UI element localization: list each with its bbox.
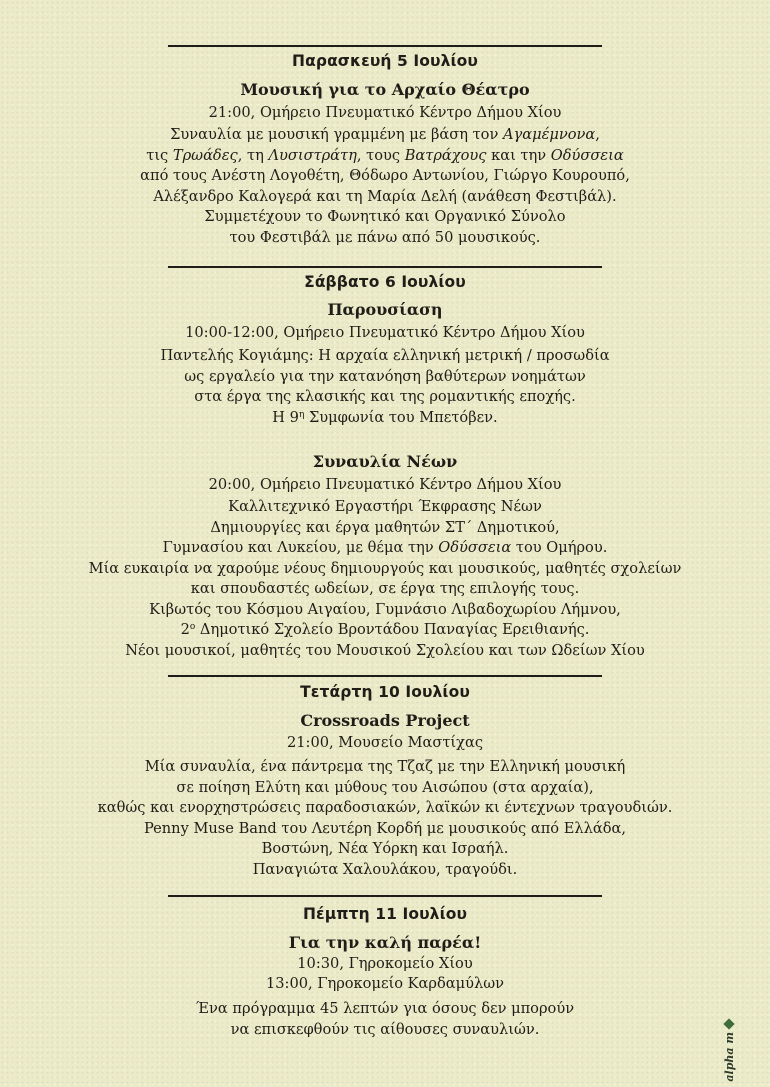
description-line: Ένα πρόγραμμα 45 λεπτών για όσους δεν μπορούν [195, 1000, 575, 1017]
description-line: στα έργα της κλασικής και της ρομαντικής εποχής. [194, 388, 576, 405]
event-title: Παρουσίαση [327, 300, 443, 319]
event-description [0, 999, 770, 1040]
event-title: Για την καλή παρέα! [288, 933, 482, 952]
event-meta: 10:30, Γηροκομείο Χίου [297, 955, 473, 972]
event-meta: 21:00, Μουσείο Μαστίχας [286, 734, 484, 751]
event-meta: 10:00-12:00, Ομήρειο Πνευματικό Κέντρο Δήμου Χίου [185, 324, 585, 341]
description-line: $2^o$ Δημοτικό Σχολείο Βροντάδου Παναγίας Ερειθιανής. [180, 621, 590, 638]
event-title: Μουσική για το Αρχαίο Θέατρο [240, 80, 530, 99]
description-line: Συναυλία με μουσική γραμμένη με βάση τον Αγαμέμνονα, [170, 126, 600, 143]
event-meta: 20:00, Ομήρειο Πνευματικό Κέντρο Δήμου Χίου [208, 476, 562, 493]
description-line: ως εργαλείο για την κατανόηση βαθύτερων νοημάτων [184, 367, 586, 385]
description-line: Βοστώνη, Νέα Υόρκη και Ισραήλ. [261, 840, 509, 857]
divider [168, 675, 602, 677]
description-line: τις Τρωάδες, τη Λυσιστράτη, τους Βατράχους και την Οδύσσεια [146, 146, 624, 164]
event-meta: 21:00, Ομήρειο Πνευματικό Κέντρο Δήμου Χίου [208, 104, 562, 121]
event-description [0, 125, 770, 248]
description-line: καθώς και ενορχηστρώσεις παραδοσιακών, λαϊκών κι έντεχνων τραγουδιών. [97, 799, 673, 816]
description-line: Μία ευκαιρία να χαρούμε νέους δημιουργούς και μουσικούς, μαθητές σχολείων [88, 559, 682, 577]
divider [168, 266, 602, 268]
description-line: Κιβωτός του Κόσμου Αιγαίου, Γυμνάσιο Λιβαδοχωρίου Λήμνου, [149, 600, 621, 618]
diamond-icon [723, 1018, 734, 1029]
event-title: Crossroads Project [300, 711, 470, 730]
description-line: του Φεστιβάλ με πάνω από 50 μουσικούς. [229, 228, 541, 246]
description-line: Γυμνασίου και Λυκείου, με θέμα την Οδύσσεια του Ομήρου. [162, 539, 608, 556]
day-heading: Σάββατο 6 Ιουλίου [304, 273, 466, 291]
divider [168, 895, 602, 897]
description-line: Νέοι μουσικοί, μαθητές του Μουσικού Σχολείου και των Ωδείων Χίου [125, 641, 645, 659]
description-line: σε ποίηση Ελύτη και μύθους του Αισώπου (στα αρχαία), [176, 778, 594, 796]
description-line: Δημιουργίες και έργα μαθητών ΣΤ΄ Δημοτικού, [210, 518, 560, 536]
event-title: Συναυλία Νέων [312, 452, 458, 471]
description-line: και σπουδαστές ωδείων, σε έργα της επιλογής τους. [190, 580, 580, 597]
description-line: να επισκεφθούν τις αίθουσες συναυλιών. [230, 1020, 540, 1038]
event-meta: 13:00, Γηροκομείο Καρδαμύλων [265, 975, 505, 992]
description-line: Μία συναυλία, ένα πάντρεμα της Τζαζ με την Ελληνική μουσική [144, 758, 626, 775]
event-description [0, 346, 770, 428]
description-line: Παναγιώτα Χαλουλάκου, τραγούδι. [252, 860, 518, 878]
side-mark [722, 1020, 736, 1082]
day-heading: Παρασκευή 5 Ιουλίου [292, 52, 478, 70]
description-line: Καλλιτεχνικό Εργαστήρι Έκφρασης Νέων [228, 498, 542, 515]
description-line: Η $9^\eta$ Συμφωνία του Μπετόβεν. [272, 408, 498, 426]
description-line: Penny Muse Band του Λευτέρη Κορδή με μουσικούς από Ελλάδα, [143, 819, 627, 837]
description-line: Συμμετέχουν το Φωνητικό και Οργανικό Σύνολο [204, 208, 566, 225]
event-description [0, 497, 770, 661]
divider [168, 45, 602, 47]
description-line: Αλέξανδρο Καλογερά και τη Μαρία Δελή (ανάθεση Φεστιβάλ). [153, 187, 617, 205]
event-description [0, 757, 770, 880]
day-heading: Τετάρτη 10 Ιουλίου [300, 683, 470, 701]
description-line: Παντελής Κογιάμης: Η αρχαία ελληνική μετρική / προσωδία [160, 347, 610, 364]
description-line: από τους Ανέστη Λογοθέτη, Θόδωρο Αντωνίου, Γιώργο Κουρουπό, [140, 167, 630, 184]
side-label: alpha m [722, 1032, 736, 1082]
day-heading: Πέμπτη 11 Ιουλίου [302, 905, 468, 923]
